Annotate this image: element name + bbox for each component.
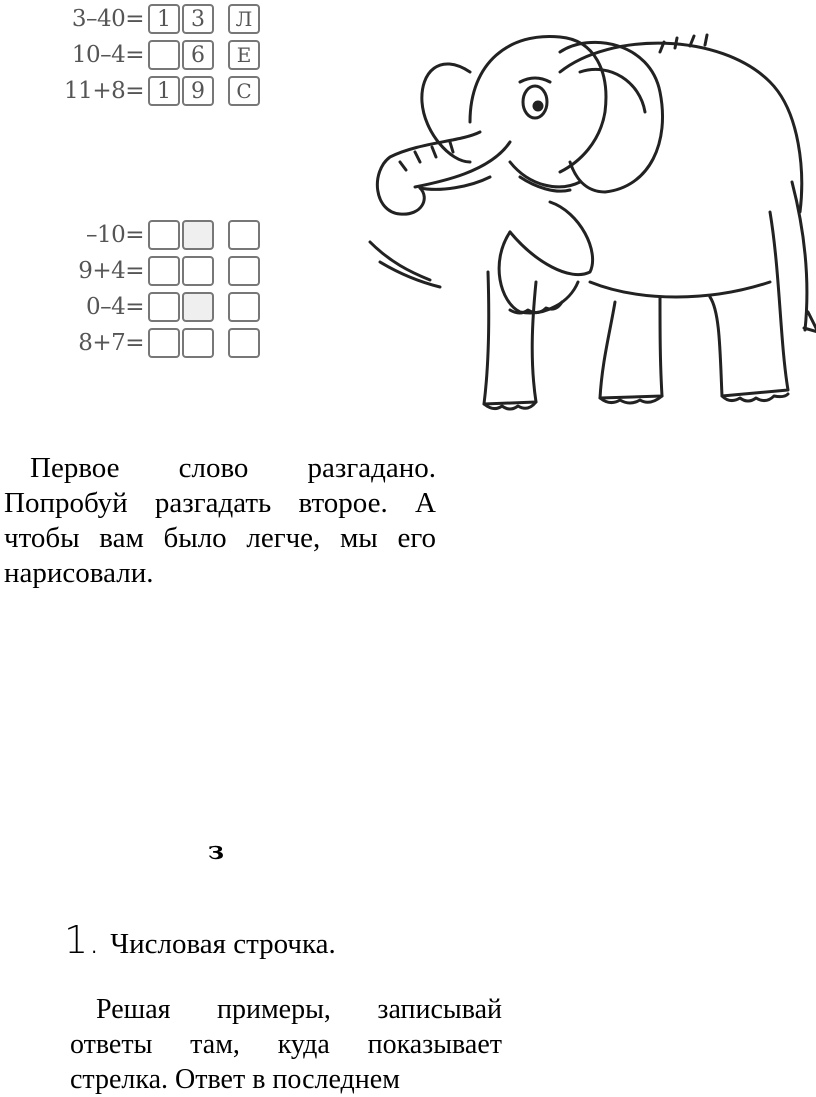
task-title: Числовая строчка. — [110, 928, 336, 960]
digit-cell — [148, 40, 180, 70]
puzzle-row — [36, 38, 260, 72]
digit-cell[interactable] — [182, 220, 214, 250]
section-letter: з — [208, 836, 224, 865]
expression: 11+8= — [64, 78, 144, 104]
puzzle-row — [36, 218, 260, 252]
expression: 0–4= — [85, 294, 144, 320]
digit-cell: 3 — [182, 4, 214, 34]
digit-cell: 6 — [182, 40, 214, 70]
expression: 8+7= — [78, 330, 144, 356]
elephant-illustration — [360, 12, 816, 424]
puzzle-row — [36, 326, 260, 360]
puzzle-row — [36, 74, 260, 108]
expression: 9+4= — [78, 258, 144, 284]
digit-cell[interactable] — [182, 292, 214, 322]
digit-cell: 1 — [148, 4, 180, 34]
intro-paragraph: Первое слово разгадано. Попробуй разгадать второе. А чтобы вам было легче, мы его нарисовали. — [4, 452, 436, 589]
puzzle-row — [36, 254, 260, 288]
expression: 10–4= — [71, 42, 144, 68]
letter-cell: С — [228, 76, 260, 106]
digit-cell: 9 — [182, 76, 214, 106]
letter-cell: Л — [228, 4, 260, 34]
letter-cell[interactable] — [228, 292, 260, 322]
letter-cell[interactable] — [228, 328, 260, 358]
expression: 3–40= — [71, 6, 144, 32]
digit-cell[interactable] — [148, 292, 180, 322]
letter-cell: Е — [228, 40, 260, 70]
digit-cell[interactable] — [148, 220, 180, 250]
task-number: 1. — [64, 918, 101, 962]
puzzle-row — [36, 290, 260, 324]
letter-cell[interactable] — [228, 256, 260, 286]
digit-cell[interactable] — [148, 328, 180, 358]
letter-cell[interactable] — [228, 220, 260, 250]
task-heading — [64, 918, 336, 962]
digit-cell[interactable] — [182, 328, 214, 358]
digit-cell[interactable] — [148, 256, 180, 286]
task-text: Решая примеры, записывай ответы там, куда показывает стрелка. Ответ в последнем — [70, 994, 502, 1095]
digit-cell[interactable] — [182, 256, 214, 286]
digit-cell: 1 — [148, 76, 180, 106]
expression: –10= — [85, 222, 144, 248]
puzzle-row — [36, 2, 260, 36]
